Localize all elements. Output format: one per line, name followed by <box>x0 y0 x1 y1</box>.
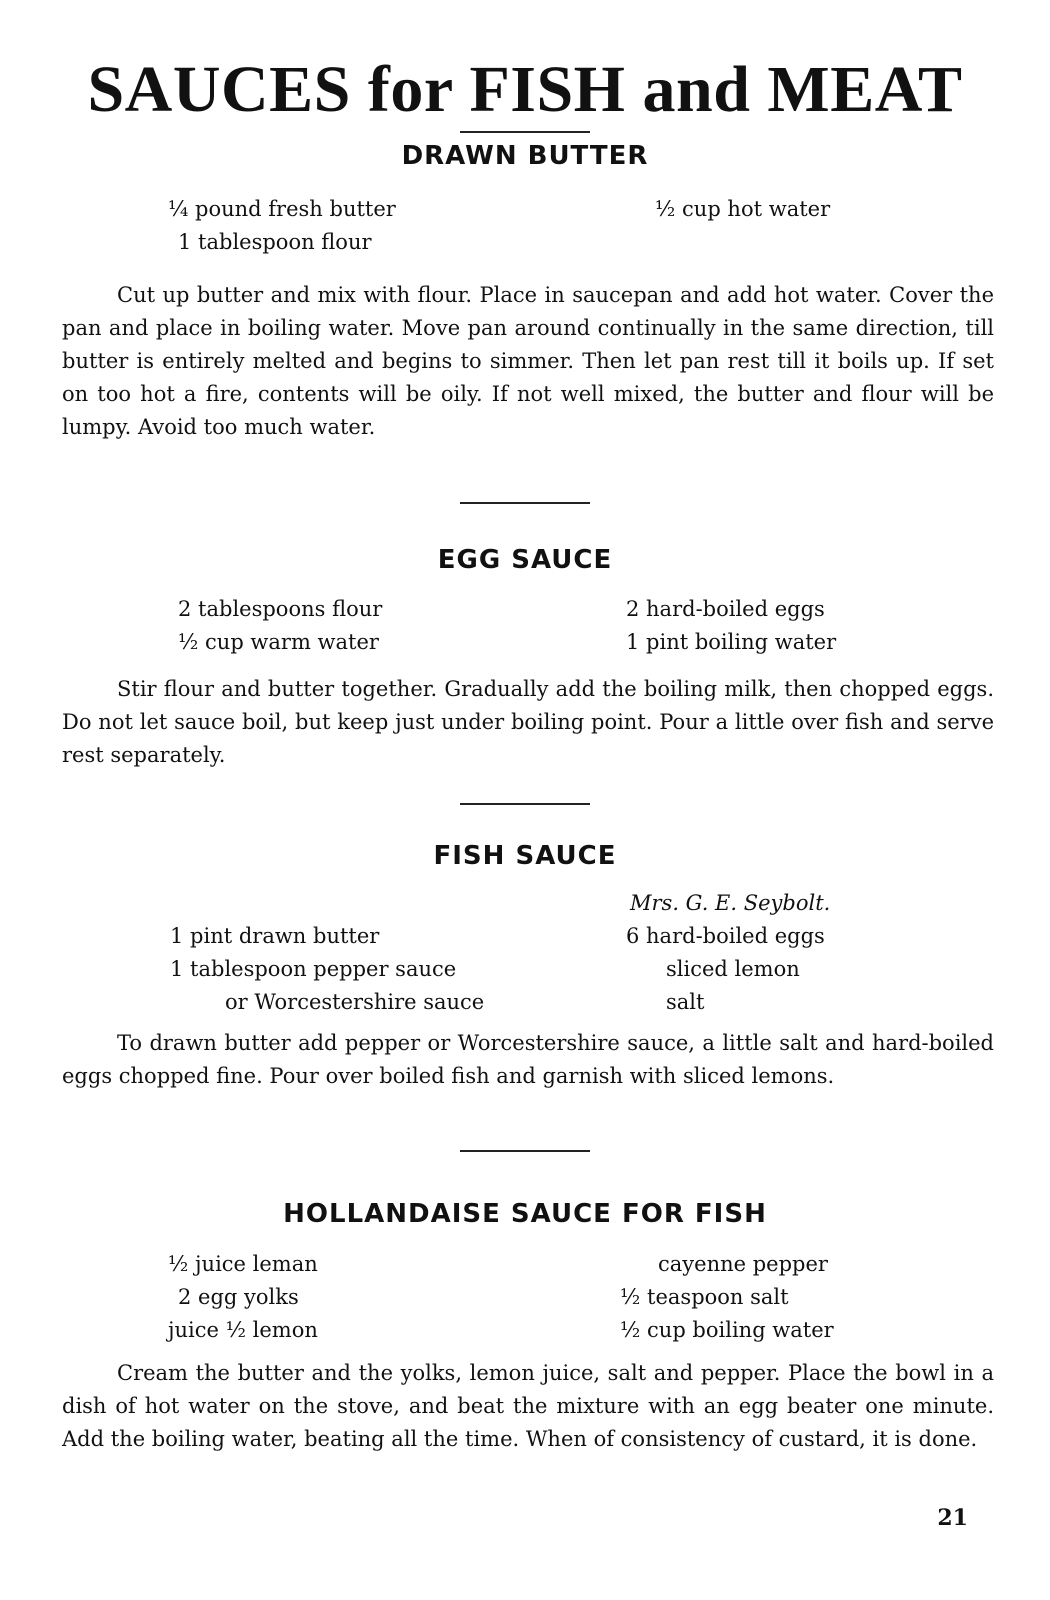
ingredient: sliced lemon <box>666 957 800 981</box>
ingredients-left-hollandaise <box>168 1248 318 1347</box>
ingredient: ¼ pound fresh butter <box>168 197 396 221</box>
ingredient: cayenne pepper <box>658 1252 828 1276</box>
ingredients-left-drawn-butter <box>168 193 396 259</box>
ingredient: salt <box>666 990 705 1014</box>
ingredients-left-fish-sauce <box>170 920 484 1019</box>
directions-egg-sauce: Stir flour and butter together. Gradually add the boiling milk, then chopped eggs. Do not let sauce boil, but keep just under boiling point. Pour a little over fish and serve rest separately. <box>62 677 994 767</box>
ingredient: or Worcestershire sauce <box>225 990 485 1014</box>
ingredient: ½ cup warm water <box>178 630 379 654</box>
ingredient: 1 tablespoon pepper sauce <box>170 957 457 981</box>
ingredient: 2 hard-boiled eggs <box>626 597 825 621</box>
ingredient: 2 tablespoons flour <box>178 597 383 621</box>
ingredients-right-egg-sauce <box>626 593 836 659</box>
ingredients-right-fish-sauce <box>626 920 825 1019</box>
directions-hollandaise: Cream the butter and the yolks, lemon juice, salt and pepper. Place the bowl in a dish of hot water on the stove, and beat the mixture with an egg beater one minute. Add the boiling water, beating all the time. When of consistency of custard, it is done. <box>62 1361 994 1451</box>
directions-drawn-butter: Cut up butter and mix with flour. Place in saucepan and add hot water. Cover the pan and place in boiling water. Move pan around continually in the same direction, till butter is entirely melted and begins to simmer. Then let pan rest till it boils up. If set on too hot a fire, contents will be oily. If not well mixed, the butter and flour will be lumpy. Avoid too much water. <box>62 283 994 439</box>
section-title-fish-sauce: FISH SAUCE <box>433 841 617 871</box>
section-divider <box>460 131 590 133</box>
ingredient: 2 egg yolks <box>178 1285 299 1309</box>
ingredient: 1 pint boiling water <box>626 630 837 654</box>
section-divider <box>460 803 590 805</box>
section-divider <box>460 1150 590 1152</box>
ingredients-left-egg-sauce <box>178 593 382 659</box>
section-divider <box>460 502 590 504</box>
ingredient: ½ juice leman <box>168 1252 318 1276</box>
ingredient: ½ teaspoon salt <box>620 1285 789 1309</box>
ingredients-right-hollandaise <box>620 1248 834 1347</box>
ingredient: ½ cup hot water <box>655 197 831 221</box>
page-title: SAUCES for FISH and MEAT <box>87 53 963 126</box>
ingredient: 1 pint drawn butter <box>170 924 380 948</box>
ingredients-right-drawn-butter <box>655 193 830 226</box>
section-title-hollandaise: HOLLANDAISE SAUCE FOR FISH <box>283 1199 767 1229</box>
section-title-egg-sauce: EGG SAUCE <box>437 545 613 575</box>
page-number: 21 <box>937 1505 968 1531</box>
directions-fish-sauce: To drawn butter add pepper or Worcestershire sauce, a little salt and hard-boiled eggs chopped fine. Pour over boiled fish and garnish with sliced lemons. <box>62 1031 994 1088</box>
ingredient: 6 hard-boiled eggs <box>626 924 825 948</box>
ingredient: 1 tablespoon flour <box>178 230 372 254</box>
section-title-drawn-butter: DRAWN BUTTER <box>401 141 649 171</box>
ingredient: juice ½ lemon <box>168 1318 318 1342</box>
ingredient: ½ cup boiling water <box>620 1318 834 1342</box>
attribution-fish-sauce: Mrs. G. E. Seybolt. <box>630 891 831 915</box>
